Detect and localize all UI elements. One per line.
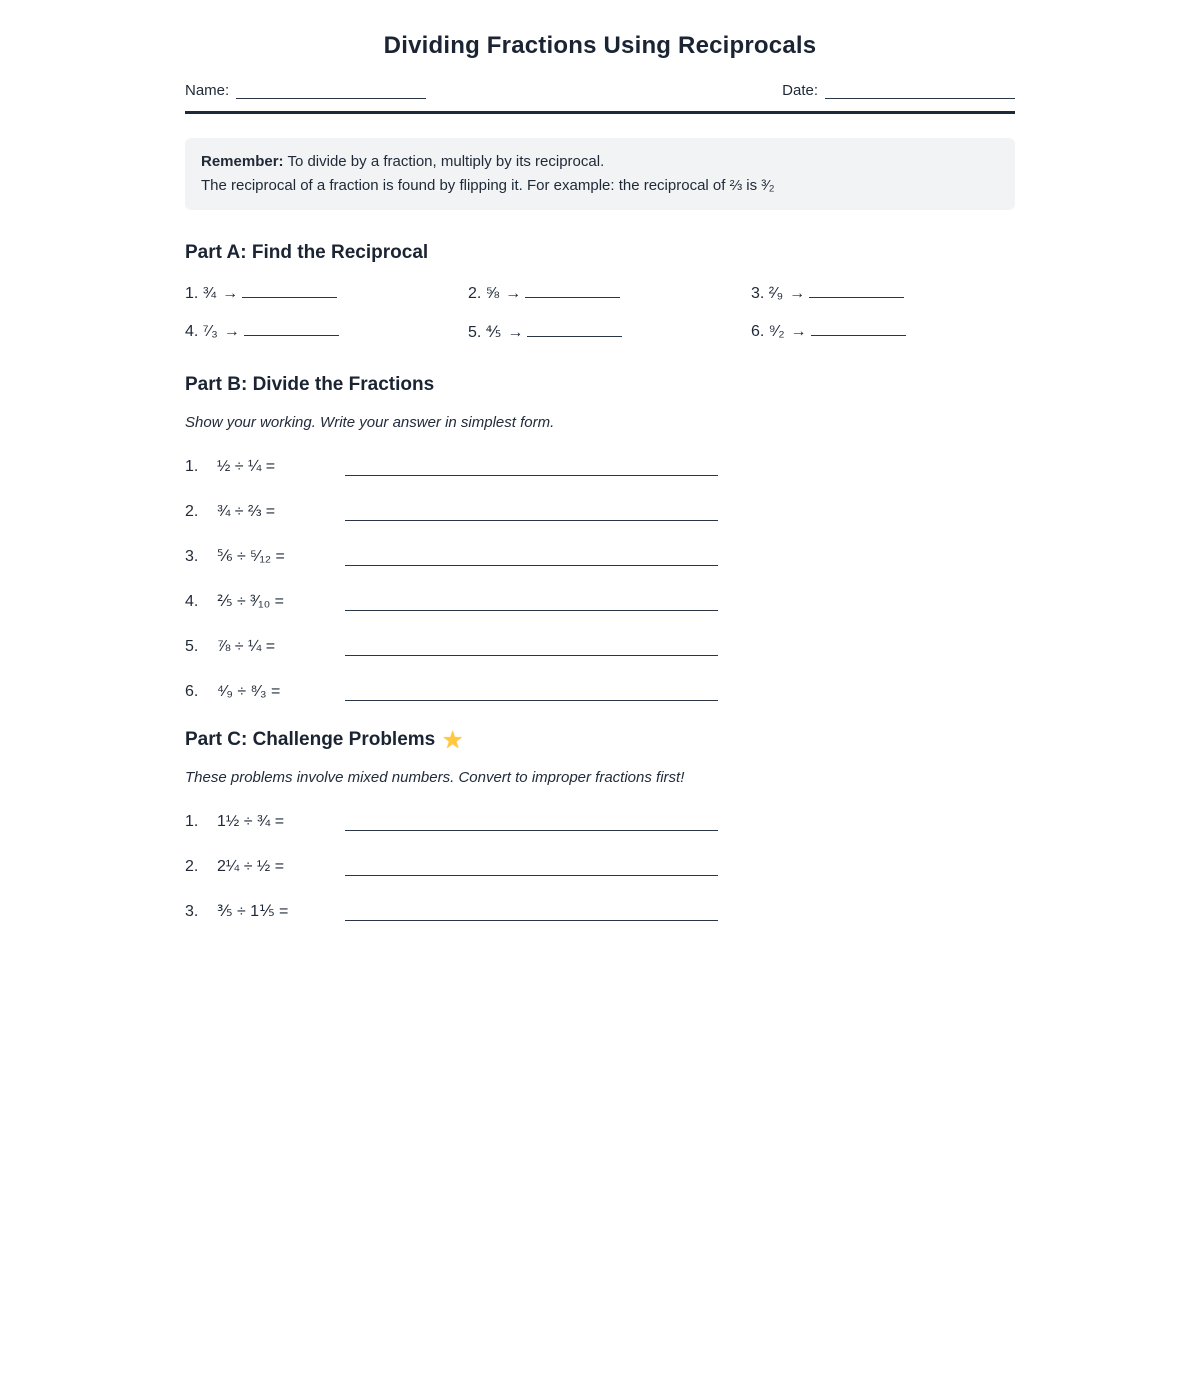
arrow-icon: → bbox=[222, 285, 239, 302]
part-a-heading-text: Part A: Find the Reciprocal bbox=[185, 242, 429, 263]
header-divider bbox=[185, 111, 1015, 114]
item-number: 3. bbox=[185, 548, 199, 565]
answer-blank bbox=[242, 284, 337, 298]
name-date-row bbox=[185, 82, 1015, 99]
part-c-problem-3 bbox=[185, 901, 1015, 921]
answer-blank bbox=[244, 322, 339, 336]
answer-line bbox=[345, 470, 718, 476]
fraction: ⁷⁄₃ bbox=[202, 323, 218, 340]
name-label: Name: bbox=[185, 82, 230, 99]
fraction: ⅝ bbox=[485, 285, 500, 302]
part-b-problem-2 bbox=[185, 501, 1015, 521]
answer-blank bbox=[527, 323, 622, 337]
expression: 1½ ÷ ¾ = bbox=[217, 813, 285, 830]
item-number: 3. bbox=[751, 285, 765, 302]
arrow-icon: → bbox=[507, 324, 524, 341]
answer-blank bbox=[809, 284, 904, 298]
page-title: Dividing Fractions Using Reciprocals bbox=[383, 32, 817, 59]
item-number: 1. bbox=[185, 813, 199, 830]
fraction: ¾ bbox=[202, 285, 217, 302]
part-a-heading bbox=[185, 242, 1015, 264]
part-c-heading-text: Part C: Challenge Problems bbox=[185, 729, 436, 750]
item-number: 6. bbox=[751, 323, 765, 340]
item-number: 3. bbox=[185, 903, 199, 920]
fraction: ⅘ bbox=[485, 324, 502, 341]
arrow-icon: → bbox=[790, 323, 807, 340]
part-c-problems bbox=[185, 811, 1015, 921]
answer-line bbox=[345, 515, 718, 521]
remember-text-2: The reciprocal of a fraction is found by flipping it. For example: the reciprocal of ⅔ is ³⁄₂ bbox=[201, 177, 775, 194]
item-number: 2. bbox=[185, 858, 199, 875]
part-b-problem-4 bbox=[185, 591, 1015, 611]
answer-line bbox=[345, 695, 718, 701]
part-b-problem-1 bbox=[185, 456, 1015, 476]
part-c-problem-2 bbox=[185, 856, 1015, 876]
answer-blank bbox=[811, 322, 906, 336]
answer-line bbox=[345, 650, 718, 656]
part-a-item-4 bbox=[185, 322, 468, 342]
item-number: 4. bbox=[185, 593, 199, 610]
date-label: Date: bbox=[782, 82, 818, 99]
part-a-item-3 bbox=[751, 284, 1015, 303]
part-b-note: Show your working. Write your answer in simplest form. bbox=[185, 414, 555, 431]
expression: ⅖ ÷ ³⁄₁₀ = bbox=[217, 593, 285, 610]
part-c-problem-1 bbox=[185, 811, 1015, 831]
expression: ⅗ ÷ 1⅕ = bbox=[217, 903, 289, 920]
name-field bbox=[185, 82, 426, 99]
remember-text-1: To divide by a fraction, multiply by its reciprocal. bbox=[287, 153, 605, 170]
remember-box bbox=[185, 138, 1015, 210]
item-number: 6. bbox=[185, 683, 199, 700]
star-icon: ★ bbox=[443, 728, 463, 752]
part-b-problems bbox=[185, 456, 1015, 701]
part-b-heading-text: Part B: Divide the Fractions bbox=[185, 374, 435, 395]
item-number: 1. bbox=[185, 285, 199, 302]
part-b-heading bbox=[185, 374, 1015, 396]
part-a-item-6 bbox=[751, 322, 1015, 342]
answer-line bbox=[345, 870, 718, 876]
remember-label: Remember: bbox=[201, 153, 284, 170]
part-a-item-2 bbox=[468, 284, 751, 303]
answer-line bbox=[345, 605, 718, 611]
worksheet-page bbox=[185, 0, 1015, 921]
part-b-problem-5 bbox=[185, 636, 1015, 656]
part-a-grid bbox=[185, 284, 1015, 342]
answer-blank bbox=[525, 284, 620, 298]
item-number: 5. bbox=[185, 638, 199, 655]
fraction: ⁹⁄₂ bbox=[768, 323, 785, 340]
arrow-icon: → bbox=[223, 323, 240, 340]
expression: 2¼ ÷ ½ = bbox=[217, 858, 285, 875]
arrow-icon: → bbox=[505, 285, 522, 302]
answer-line bbox=[345, 915, 718, 921]
part-a-item-1 bbox=[185, 284, 468, 303]
fraction: ²⁄₉ bbox=[768, 285, 784, 302]
expression: ⅚ ÷ ⁵⁄₁₂ = bbox=[217, 548, 285, 565]
expression: ⅞ ÷ ¼ = bbox=[217, 638, 276, 655]
expression: ¾ ÷ ⅔ = bbox=[217, 503, 276, 520]
expression: ½ ÷ ¼ = bbox=[217, 458, 276, 475]
date-field bbox=[782, 82, 1015, 99]
item-number: 2. bbox=[185, 503, 199, 520]
part-b-problem-6 bbox=[185, 681, 1015, 701]
remember-line-1 bbox=[201, 150, 999, 174]
item-number: 2. bbox=[468, 285, 482, 302]
item-number: 1. bbox=[185, 458, 199, 475]
part-c-heading bbox=[185, 729, 1015, 751]
name-blank-line bbox=[236, 84, 426, 99]
answer-line bbox=[345, 825, 718, 831]
item-number: 5. bbox=[468, 324, 482, 341]
part-c-note: These problems involve mixed numbers. Convert to improper fractions first! bbox=[185, 769, 685, 786]
answer-line bbox=[345, 560, 718, 566]
part-b-problem-3 bbox=[185, 546, 1015, 566]
expression: ⁴⁄₉ ÷ ⁸⁄₃ = bbox=[217, 683, 281, 700]
arrow-icon: → bbox=[789, 285, 806, 302]
date-blank-line bbox=[825, 84, 1015, 99]
part-a-item-5 bbox=[468, 322, 751, 342]
item-number: 4. bbox=[185, 323, 199, 340]
